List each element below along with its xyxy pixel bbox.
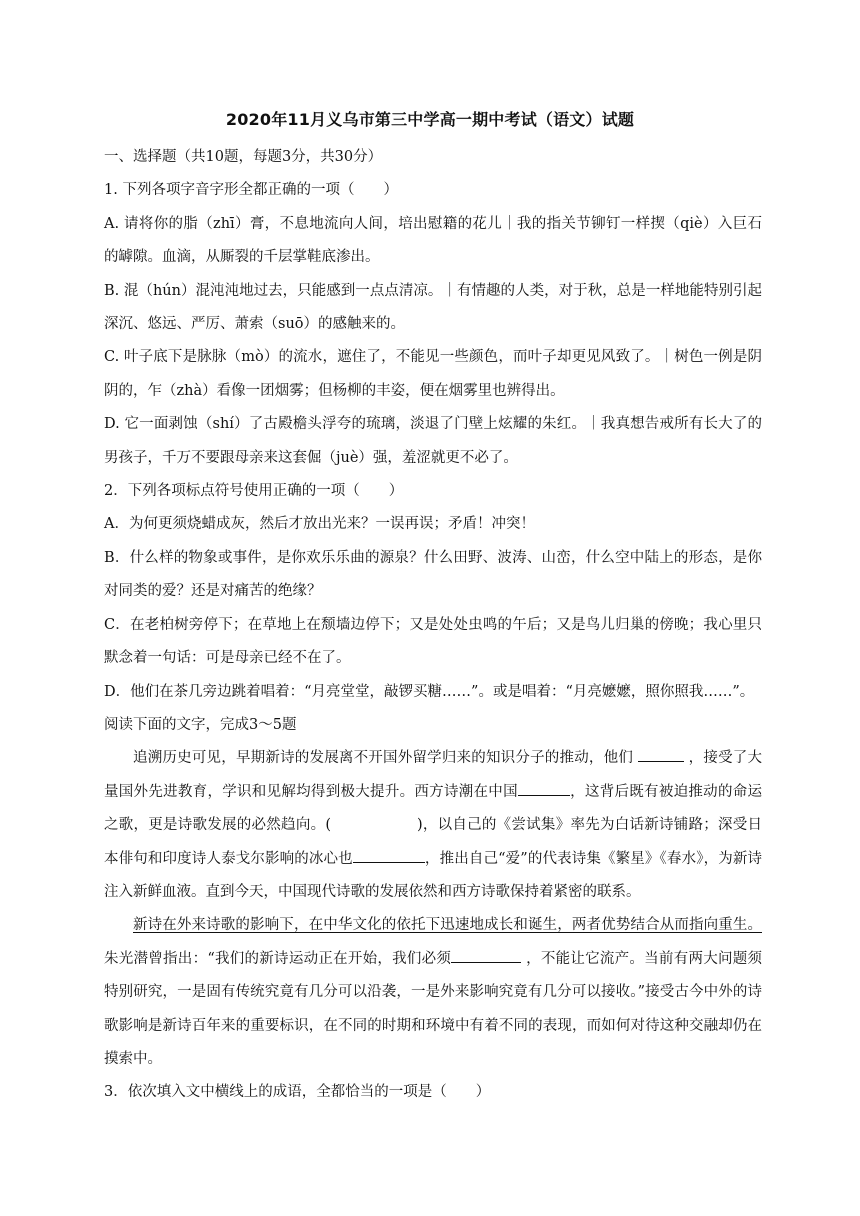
passage-text: )，以自己的《尝试集》率先为白话新诗铺路；深受日本俳句和印度诗人泰戈尔影响的冰心也	[104, 817, 763, 867]
question-2-option-a: A．为何更须烧蜡成灰，然后才放出光来？一误再误；矛盾！冲突！	[104, 516, 535, 533]
question-2-option-b: B．什么样的物象或事件，是你欢乐乐曲的源泉？什么田野、波涛、山峦，什么空中陆上的形态，是你对同类的爱？还是对痛苦的绝缘？	[104, 549, 762, 600]
passage-paragraph-1	[104, 742, 762, 909]
answer-blank	[353, 844, 425, 863]
question-1-stem: 1. 下列各项字音字形全都正确的一项（ ）	[104, 182, 398, 199]
question-1-option-a: A. 请将你的脂（zhī）膏，不息地流向人间，培出慰籍的花儿｜我的指关节铆钉一样揳（qiè）入巨石的罅隙。血滴，从厮裂的千层掌鞋底渗出。	[104, 215, 762, 266]
question-1-option-d: D. 它一面剥蚀（shí）了古殿檐头浮夸的琉璃，淡退了门壁上炫耀的朱红。｜我真想告戒所有长大了的男孩子，千万不要跟母亲来这套倔（juè）强，羞涩就更不必了。	[104, 416, 762, 466]
question-1-option-c: C. 叶子底下是脉脉（mò）的流水，遮住了，不能见一些颜色，而叶子却更见风致了。｜树色一例是阴阴的，乍（zhà）看像一团烟雾；但杨柳的丰姿，便在烟雾里也辨得出。	[104, 349, 762, 399]
passage-text: ，接受了大量国外先进教育，学识和见解均得到极大提升。西方诗潮在中国	[104, 750, 763, 800]
passage-text: 追溯历史可见，早期新诗的发展离不开国外留学归来的知识分子的推动，他们	[133, 750, 638, 767]
section-heading: 一、选择题（共10题，每题3分，共30分）	[104, 149, 383, 165]
passage-text: ，推出自己“爱”的代表诗集《繁星》《春水》，为新诗注入新鲜血液。直到今天，中国现代诗歌的发展依然和西方诗歌保持着紧密的联系。	[104, 850, 762, 900]
answer-blank	[518, 777, 570, 796]
passage-text: ，不能让它流产。当前有两大问题须特别研究，一是固有传统究竟有几分可以沿袭，一是外来影响究竟有几分可以接收。”接受古今中外的诗歌影响是新诗百年来的重要标识，在不同的时期和环境中有着不同的表现，而如何对待这种交融却仍在摸索中。	[104, 950, 762, 1067]
page-title: 2020年11月义乌市第三中学高一期中考试（语文）试题	[225, 110, 635, 129]
passage-text: 朱光潜曾指出：“我们的新诗运动正在开始，我们必须	[104, 950, 452, 967]
question-3-stem: 3．依次填入文中横线上的成语，全都恰当的一项是（ ）	[104, 1084, 491, 1101]
exam-content	[104, 141, 762, 1110]
question-2-option-c: C．在老柏树旁停下；在草地上在颓墙边停下；又是处处虫鸣的午后；又是鸟儿归巢的傍晚；我心里只默念着一句话：可是母亲已经不在了。	[104, 616, 762, 667]
answer-blank	[638, 743, 684, 762]
underlined-sentence: 新诗在外来诗歌的影响下，在中华文化的依托下迅速地成长和诞生，两者优势结合从而指向重生。	[133, 917, 762, 934]
answer-blank	[451, 944, 521, 963]
reading-intro: 阅读下面的文字，完成3～5题	[104, 716, 297, 733]
question-2-stem: 2．下列各项标点符号使用正确的一项（ ）	[104, 483, 404, 500]
passage-paragraph-2	[104, 909, 762, 1076]
question-2-option-d: D．他们在茶几旁边跳着唱着：“月亮堂堂，敲锣买糖……”。或是唱着：“月亮嬷嬷，照你照我……”。	[104, 683, 755, 700]
passage-text: ，这背后既有被迫推动的命运之歌，更是诗歌发展的必然趋向。(	[104, 783, 763, 834]
question-1-option-b: B. 混（hún）混沌沌地过去，只能感到一点点清凉。｜有情趣的人类，对于秋，总是一样地能特别引起深沉、悠远、严厉、萧索（suō）的感触来的。	[104, 282, 762, 333]
